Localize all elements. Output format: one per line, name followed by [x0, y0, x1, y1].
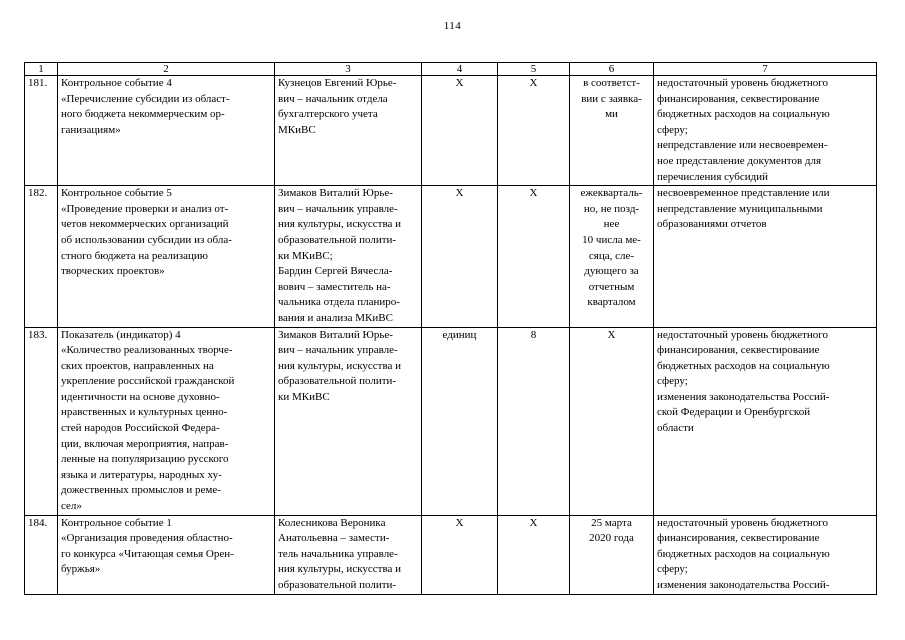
value-cell: Х	[498, 515, 570, 594]
event-cell: Контрольное событие 5 «Проведение проверки и анализ от- четов некоммерческих организаций об использовании субсидии из обла- стного бюджета на реализацию творческих проектов»	[58, 186, 275, 327]
risks-cell: недостаточный уровень бюджетного финансирования, секвестирование бюджетных расходов на социальную сферу; изменения законодательства Россий-	[654, 515, 877, 594]
row-number: 183.	[25, 327, 58, 515]
unit-cell: единиц	[422, 327, 498, 515]
unit-cell: Х	[422, 76, 498, 186]
header-cell: 7	[654, 63, 877, 76]
responsible-cell: Кузнецов Евгений Юрье- вич – начальник отдела бухгалтерского учета МКиВС	[275, 76, 422, 186]
value-cell: 8	[498, 327, 570, 515]
unit-cell: Х	[422, 515, 498, 594]
responsible-cell: Зимаков Виталий Юрье- вич – начальник управле- ния культуры, искусства и образовательной полити- ки МКиВС; Бардин Сергей Вячесла- вович – заместитель на- чальника отдела планиро- вания и анализа МКиВС	[275, 186, 422, 327]
header-row	[25, 63, 877, 76]
header-cell: 5	[498, 63, 570, 76]
responsible-cell: Колесникова Вероника Анатольевна – замести- тель начальника управле- ния культуры, искусства и образовательной полити-	[275, 515, 422, 594]
event-cell: Контрольное событие 1 «Организация проведения областно- го конкурса «Читающая семья Орен- буржья»	[58, 515, 275, 594]
header-cell: 6	[570, 63, 654, 76]
table-row	[25, 76, 877, 186]
header-cell: 2	[58, 63, 275, 76]
unit-cell: Х	[422, 186, 498, 327]
risks-cell: недостаточный уровень бюджетного финансирования, секвестирование бюджетных расходов на социальную сферу; изменения законодательства Россий- ской Федерации и Оренбургской области	[654, 327, 877, 515]
row-number: 181.	[25, 76, 58, 186]
event-cell: Контрольное событие 4 «Перечисление субсидии из област- ного бюджета некоммерческим ор- ганизациям»	[58, 76, 275, 186]
deadline-cell: в соответст- вии с заявка- ми	[570, 76, 654, 186]
page-number: 114	[443, 20, 462, 32]
responsible-cell: Зимаков Виталий Юрье- вич – начальник управле- ния культуры, искусства и образовательной полити- ки МКиВС	[275, 327, 422, 515]
document-table	[24, 62, 877, 595]
table-row	[25, 515, 877, 594]
table-row	[25, 186, 877, 327]
risks-cell: несвоевременное представление или непредставление муниципальными образованиями отчетов	[654, 186, 877, 327]
value-cell: Х	[498, 76, 570, 186]
deadline-cell: 25 марта 2020 года	[570, 515, 654, 594]
deadline-cell: Х	[570, 327, 654, 515]
row-number: 184.	[25, 515, 58, 594]
header-cell: 1	[25, 63, 58, 76]
table-row	[25, 327, 877, 515]
header-cell: 4	[422, 63, 498, 76]
value-cell: Х	[498, 186, 570, 327]
deadline-cell: ежекварталь- но, не позд- нее 10 числа ме- сяца, сле- дующего за отчетным кварталом	[570, 186, 654, 327]
row-number: 182.	[25, 186, 58, 327]
risks-cell: недостаточный уровень бюджетного финансирования, секвестирование бюджетных расходов на социальную сферу; непредставление или несвоевремен- ное представление документов для перечисления субсидий	[654, 76, 877, 186]
event-cell: Показатель (индикатор) 4 «Количество реализованных творче- ских проектов, направленных на укрепление российской гражданской идентичности на основе духовно- нравственных и культурных ценно- стей народов Российской Федера- ции, включая мероприятия, направ- ленные на популяризацию русского языка и литературы, народных ху- дожественных промыслов и реме- сел»	[58, 327, 275, 515]
header-cell: 3	[275, 63, 422, 76]
